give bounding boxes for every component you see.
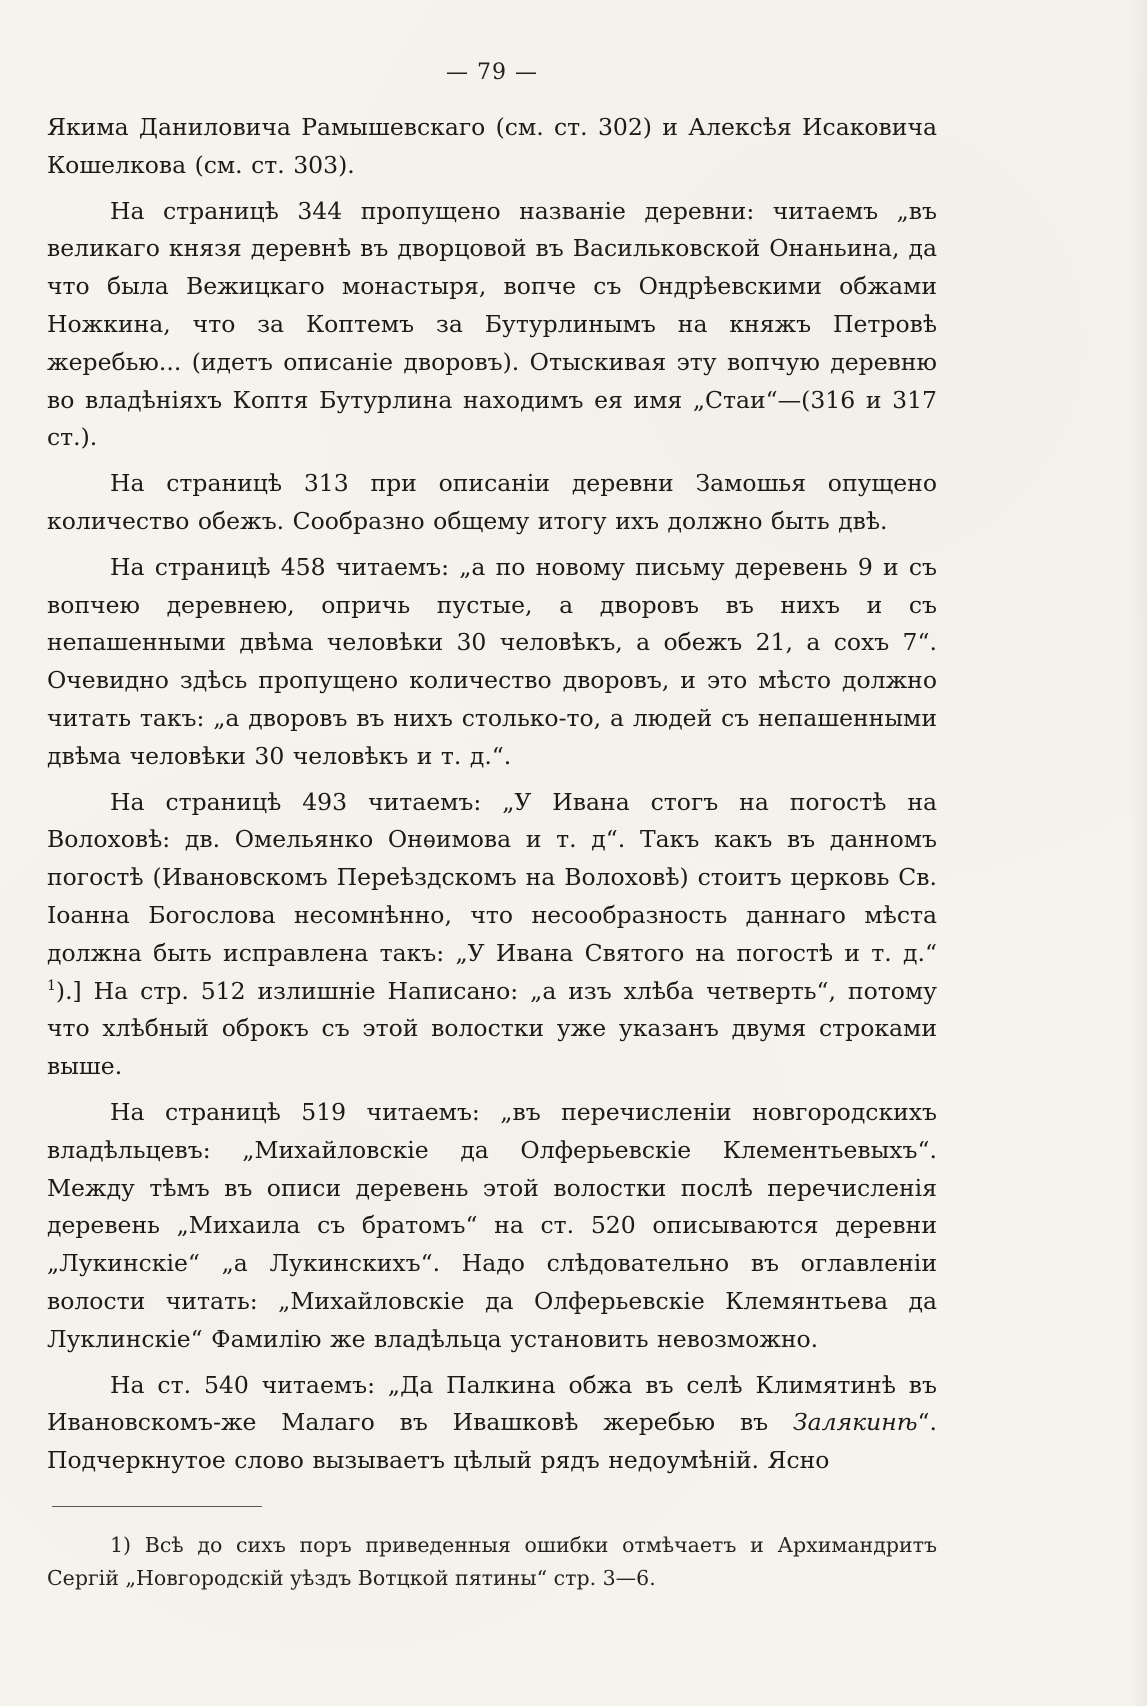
page-number: — 79 —: [446, 60, 538, 85]
paragraph: На страницѣ 344 пропущено названіе деревни: читаемъ „въ великаго князя деревнѣ въ дворцовой въ Васильковской Онаньина, да что была Вежицкаго монастыря, вопче съ Ондрѣевскими обжами Ножкина, что за Коптемъ за Бутурлинымъ на княжъ Петровѣ жеребью... (идетъ описаніе дворовъ). Отыскивая эту вопчую деревню во владѣніяхъ Коптя Бутурлина находимъ ея имя „Стаи“—(316 и 317 ст.).: [47, 196, 937, 452]
italic-word: Залякинѣ: [792, 1408, 918, 1437]
paragraph-text: “. Подчеркнутое слово вызываетъ цѣлый рядъ недоумѣній. Ясно: [47, 1408, 937, 1475]
paragraph: На страницѣ 313 при описаніи деревни Замошья опущено количество обежъ. Сообразно общему итогу ихъ должно быть двѣ.: [47, 469, 937, 535]
body-text: [47, 109, 937, 1480]
footnote: [47, 1529, 937, 1595]
paragraph: [47, 1367, 937, 1480]
footnote-text: ) Всѣ до сихъ поръ приведенныя ошибки отмѣчаетъ и Архимандритъ Сергій „Новгородскій уѣздъ Вотцкой пятины“ стр. 3—6.: [47, 1532, 937, 1590]
footnote-marker: 1: [110, 1532, 124, 1557]
footnote-reference: 1: [47, 977, 56, 994]
paragraph-text: На ст. 540 читаемъ: „Да Палкина обжа въ селѣ Климятинѣ въ Ивановскомъ-же Малаго въ Ивашковѣ жеребью въ: [47, 1370, 937, 1437]
paragraph: Якима Даниловича Рамышевскаго (см. ст. 302) и Алексѣя Исаковича Кошелкова (см. ст. 303).: [47, 113, 937, 179]
paragraph: На страницѣ 519 читаемъ: „въ перечисленіи новгородскихъ владѣльцевъ: „Михайловскіе да Олферьевскіе Клементьевыхъ“. Между тѣмъ въ описи деревень этой волостки послѣ перечисленія деревень „Михаила съ братомъ“ на ст. 520 описываются деревни „Лукинскіе“ „а Лукинскихъ“. Надо слѣдовательно въ оглавленіи волости читать: „Михайловскіе да Олферьевскіе Клемянтьева да Луклинскіе“ Фамилію же владѣльца установить невозможно.: [47, 1097, 937, 1353]
paragraph-text: На страницѣ 493 читаемъ: „У Ивана стогъ на погостѣ на Волоховѣ: дв. Омельянко Онѳимова и т. д“. Такъ какъ въ данномъ погостѣ (Ивановскомъ Переѣздскомъ на Волоховѣ) стоитъ церковь Св. Іоанна Богослова несомнѣнно, что несообразность даннаго мѣста должна быть исправлена такъ: „У Ивана Святого на погостѣ и т. д.“: [47, 787, 937, 967]
paragraph-text: ).] На стр. 512 излишніе Написано: „а изъ хлѣба четверть“, потому что хлѣбный оброкъ съ этой волостки уже указанъ двумя строками выше.: [47, 976, 937, 1081]
paragraph: [47, 784, 937, 1086]
paragraph: На страницѣ 458 читаемъ: „а по новому письму деревень 9 и съ вопчею деревнею, опричь пустые, а дворовъ въ нихъ и съ непашенными двѣма человѣки 30 человѣкъ, а обежъ 21, а сохъ 7“. Очевидно здѣсь пропущено количество дворовъ, и это мѣсто должно читать такъ: „а дворовъ въ нихъ столько-то, а людей съ непашенными двѣма человѣки 30 человѣкъ и т. д.“.: [47, 552, 937, 770]
footnote-divider: [52, 1506, 262, 1507]
